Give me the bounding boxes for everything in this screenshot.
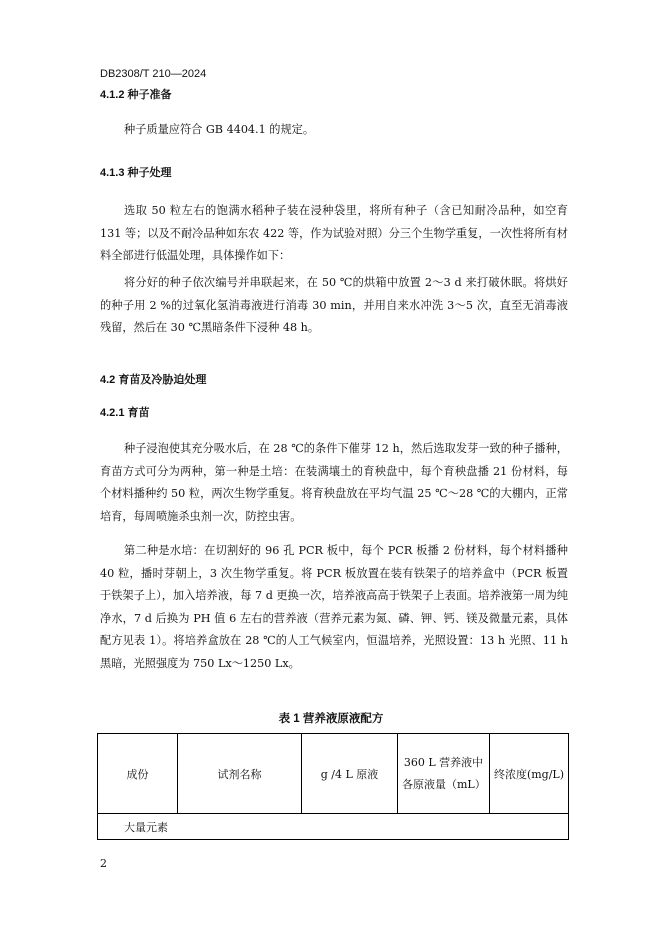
header-stock-concentration: g /4 L 原液: [302, 734, 398, 814]
page-number: 2: [100, 857, 107, 870]
header-stock-volume: 360 L 营养液中各原液量（mL）: [398, 734, 490, 814]
section-title-4-2-1: 4.2.1 育苗: [100, 407, 150, 419]
section-title-4-2: 4.2 育苗及冷胁迫处理: [100, 374, 207, 386]
section-title-4-1-3: 4.1.3 种子处理: [100, 167, 172, 179]
paragraph-seed-quality: 种子质量应符合 GB 4404.1 的规定。: [124, 123, 315, 136]
paragraph-water-culture: 第二种是水培：在切割好的 96 孔 PCR 板中，每个 PCR 板播 2 份材料，每个材料播种 40 粒，播时芽朝上，3 次生物学重复。将 PCR 板放置在装有铁架子的培养盒中（PCR 板置于铁架子上），加入培养液，每 7 d 更换一次，培养液高高于铁架子上表面。培养液第一周为纯净水，7 d 后换为 PH 值 6 左右的营养液（营养元素为氮、磷、钾、钙、镁及微量元素，具体配方见表 1）。将培养盒放在 28 ℃的人工气候室内，恒温培养，光照设置：13 h 光照、11 h 黑暗，光照强度为 750 Lx～1250 Lx。: [100, 544, 568, 670]
row-label-macro-elements: 大量元素: [98, 814, 569, 840]
header-final-concentration: 终浓度(mg/L): [490, 734, 569, 814]
section-title-4-1-2: 4.1.2 种子准备: [100, 89, 172, 101]
document-id: DB2308/T 210—2024: [100, 68, 207, 80]
table-row: [98, 814, 569, 840]
paragraph-seed-treatment: 将分好的种子依次编号并串联起来，在 50 ℃的烘箱中放置 2～3 d 来打破休眠。将烘好的种子用 2 %的过氧化氢消毒液进行消毒 30 min，并用自来水冲洗 3～5 次，直至无消毒液残留，然后在 30 ℃黑暗条件下浸种 48 h。: [100, 276, 568, 334]
table-caption: 表 1 营养液原液配方: [278, 713, 384, 725]
table-header-row: [98, 734, 569, 814]
paragraph-seed-selection: 选取 50 粒左右的饱满水稻种子装在浸种袋里，将所有种子（含已知耐冷品种，如空育 131 等；以及不耐冷品种如东农 422 等，作为试验对照）分三个生物学重复，一次性将所有材料全部进行低温处理，具体操作如下：: [100, 204, 568, 262]
nutrient-table: [97, 733, 569, 840]
header-component: 成份: [98, 734, 178, 814]
header-reagent-name: 试剂名称: [178, 734, 302, 814]
paragraph-soil-culture: 种子浸泡使其充分吸水后，在 28 ℃的条件下催芽 12 h，然后选取发芽一致的种子播种，育苗方式可分为两种，第一种是土培：在装满壤土的育秧盘中，每个育秧盘播 21 份材料，每个材料播种约 50 粒，两次生物学重复。将育秧盘放在平均气温 25 ℃～28 ℃的大棚内，正常培育，每周喷施杀虫剂一次，防控虫害。: [100, 442, 568, 523]
